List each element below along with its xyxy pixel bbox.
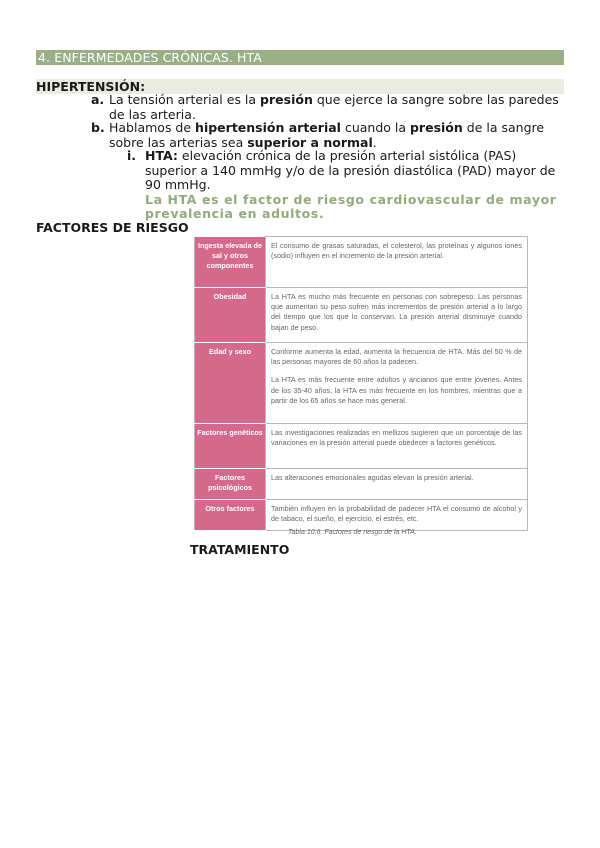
risk-factors-table [194, 236, 528, 531]
risk-factor-description: El consumo de grasas saturadas, el colesterol, las proteínas y algunos iones (sodio) influyen en el incremento de la presión arterial. [266, 237, 528, 288]
table-row [195, 288, 528, 343]
sub-item-hta: HTA: elevación crónica de la presión arterial sistólica (PAS) superior a 140 mmHg y/o de la presión diastólica (PAD) mayor de 90 mmHg. La HTA es el factor de riesgo cardiovascular de mayor prevalencia en adultos. [145, 148, 557, 221]
treatment-heading: TRATAMIENTO [190, 542, 290, 557]
table-caption: Tabla 10.6. Factores de riesgo de la HTA. [288, 529, 417, 536]
table-row [195, 424, 528, 469]
risk-factor-label: Ingesta elevada de sal y otros componentes [195, 237, 266, 288]
risk-factor-description: La HTA es mucho más frecuente en personas con sobrepeso. Las personas que aumentan su peso sufren más incrementos de presión arterial a lo largo del tiempo que los que lo conservan. La presión arterial disminuye cuando bajan de peso. [266, 288, 528, 343]
risk-factor-label: Factores psicológicos [195, 469, 266, 500]
risk-factor-description: Las alteraciones emocionales agudas elevan la presión arterial. [266, 469, 528, 500]
hta-highlight: La HTA es el factor de riesgo cardiovascular de mayor prevalencia en adultos. [145, 191, 557, 221]
risk-factor-label: Obesidad [195, 288, 266, 343]
risk-factor-label: Factores genéticos [195, 424, 266, 469]
item-b-marker: b. [91, 120, 105, 135]
item-b: Hablamos de hipertensión arterial cuando la presión de la sangre sobre las arterias sea superior a normal. [109, 120, 545, 150]
subheading-hipertension: HIPERTENSIÓN: [36, 79, 564, 94]
table-row [195, 469, 528, 500]
risk-factor-label: Otros factores [195, 500, 266, 531]
risk-factor-description: También influyen en la probabilidad de padecer HTA el consumo de alcohol y de tabaco, el sueño, el ejercicio, el estrés, etc. [266, 500, 528, 531]
risk-factor-label: Edad y sexo [195, 343, 266, 424]
section-title: 4. ENFERMEDADES CRÓNICAS. HTA [36, 50, 564, 65]
table-row [195, 500, 528, 531]
item-a: La tensión arterial es la presión que ejerce la sangre sobre las paredes de las arteria. [109, 92, 559, 122]
risk-factor-description: Conforme aumenta la edad, aumenta la frecuencia de HTA. Más del 50 % de las personas mayores de 60 años la padecen. La HTA es más frecuente entre adultos y ancianos que entre jóvenes. Antes de los 35-40 años, la HTA es más frecuente en los hombres, mientras que a partir de los 65 años se hace más general. [266, 343, 528, 424]
table-row [195, 343, 528, 424]
sub-item-marker: i. [127, 148, 137, 163]
risk-factors-heading: FACTORES DE RIESGO [36, 220, 189, 235]
item-a-marker: a. [91, 92, 105, 107]
table-row [195, 237, 528, 288]
risk-factor-description: Las investigaciones realizadas en mellizos sugieren que un porcentaje de las variaciones en la presión arterial puede obedecer a factores genéticos. [266, 424, 528, 469]
